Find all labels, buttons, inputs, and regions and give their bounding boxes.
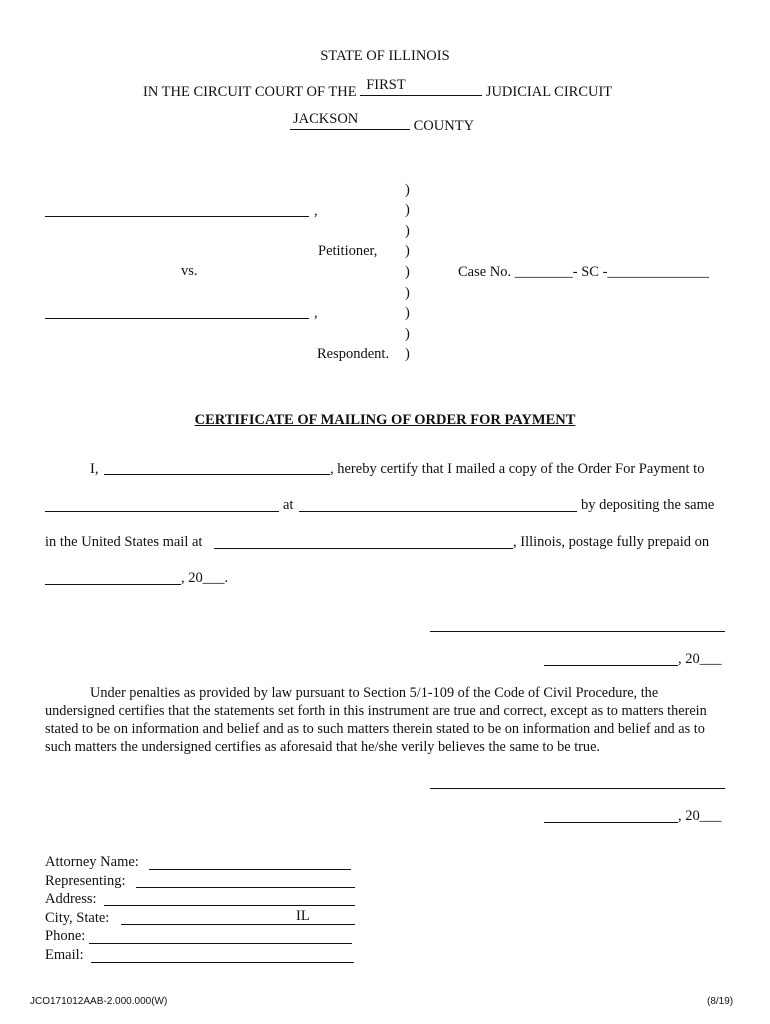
cert-line1-prefix: I, bbox=[90, 461, 99, 477]
recipient-address-field[interactable] bbox=[299, 511, 577, 512]
signature-line-2[interactable] bbox=[430, 788, 725, 789]
email-label: Email: bbox=[45, 947, 84, 963]
cert-line1-suffix: , hereby certify that I mailed a copy of the Order For Payment to bbox=[330, 461, 705, 477]
respondent-comma: , bbox=[314, 305, 318, 321]
attorney-name-field[interactable] bbox=[149, 869, 351, 870]
caption-paren: ) bbox=[405, 223, 410, 239]
signature-year-1: , 20___ bbox=[678, 651, 722, 667]
mailing-city-field[interactable] bbox=[214, 548, 513, 549]
caption-paren: ) bbox=[405, 243, 410, 259]
circuit-value: FIRST bbox=[366, 77, 406, 93]
respondent-name-field[interactable] bbox=[45, 318, 309, 319]
respondent-label: Respondent. bbox=[317, 346, 390, 362]
phone-field[interactable] bbox=[89, 943, 352, 944]
state-heading: STATE OF ILLINOIS bbox=[320, 48, 450, 64]
caption-paren: ) bbox=[405, 346, 410, 362]
signature-date-field-1[interactable] bbox=[544, 665, 678, 666]
caption-paren: ) bbox=[405, 305, 410, 321]
cert-line3-suffix: , Illinois, postage fully prepaid on bbox=[513, 534, 710, 550]
representing-field[interactable] bbox=[136, 887, 355, 888]
county-value: JACKSON bbox=[293, 111, 359, 127]
form-code: JCO171012AAB-2.000.000(W) bbox=[30, 996, 168, 1007]
petitioner-name-field[interactable] bbox=[45, 216, 309, 217]
signature-line-1[interactable] bbox=[430, 631, 725, 632]
cert-line2-suffix: by depositing the same bbox=[581, 497, 715, 513]
attorney-name-label: Attorney Name: bbox=[45, 854, 139, 870]
court-prefix: IN THE CIRCUIT COURT OF THE bbox=[143, 84, 357, 100]
vs-label: vs. bbox=[181, 263, 198, 279]
recipient-name-field[interactable] bbox=[45, 511, 279, 512]
signature-year-2: , 20___ bbox=[678, 808, 722, 824]
caption-paren: ) bbox=[405, 264, 410, 280]
revision-date: (8/19) bbox=[707, 996, 734, 1007]
petitioner-label: Petitioner, bbox=[318, 243, 378, 259]
city-state-field[interactable] bbox=[121, 924, 355, 925]
circuit-field[interactable] bbox=[360, 77, 482, 96]
state-value: IL bbox=[296, 908, 310, 924]
caption-paren: ) bbox=[405, 326, 410, 342]
court-line bbox=[143, 77, 613, 101]
county-line bbox=[290, 111, 475, 135]
verification-paragraph: Under penalties as provided by law pursuant to Section 5/1-109 of the Code of Civil Procedure, the undersigned certifies that the statements set forth in this instrument are true and correct, except as to matters therein stated to be on information and belief and as to such matters therein stated to be on information and belief and as to such matters the undersigned certifies as aforesaid that he/she verily believes the same to be true. bbox=[45, 685, 707, 755]
caption-paren: ) bbox=[405, 202, 410, 218]
certifier-name-field[interactable] bbox=[104, 474, 330, 475]
city-state-label: City, State: bbox=[45, 910, 110, 926]
email-field[interactable] bbox=[91, 962, 354, 963]
address-label: Address: bbox=[45, 891, 97, 907]
cert-line4-year: , 20___. bbox=[181, 570, 229, 586]
case-number-field[interactable]: Case No. ________- SC -______________ bbox=[458, 264, 709, 280]
petitioner-comma: , bbox=[314, 203, 318, 219]
mailing-date-field[interactable] bbox=[45, 584, 181, 585]
court-suffix: JUDICIAL CIRCUIT bbox=[485, 84, 613, 100]
county-field[interactable] bbox=[290, 111, 410, 130]
signature-date-field-2[interactable] bbox=[544, 822, 678, 823]
phone-label: Phone: bbox=[45, 928, 86, 944]
address-field[interactable] bbox=[104, 905, 355, 906]
caption-paren: ) bbox=[405, 182, 410, 198]
caption-paren: ) bbox=[405, 285, 410, 301]
cert-line3-prefix: in the United States mail at bbox=[45, 534, 203, 550]
document-title: CERTIFICATE OF MAILING OF ORDER FOR PAYMENT bbox=[194, 412, 576, 428]
county-label: COUNTY bbox=[413, 118, 475, 134]
cert-line2-at: at bbox=[283, 497, 294, 513]
representing-label: Representing: bbox=[45, 873, 126, 889]
